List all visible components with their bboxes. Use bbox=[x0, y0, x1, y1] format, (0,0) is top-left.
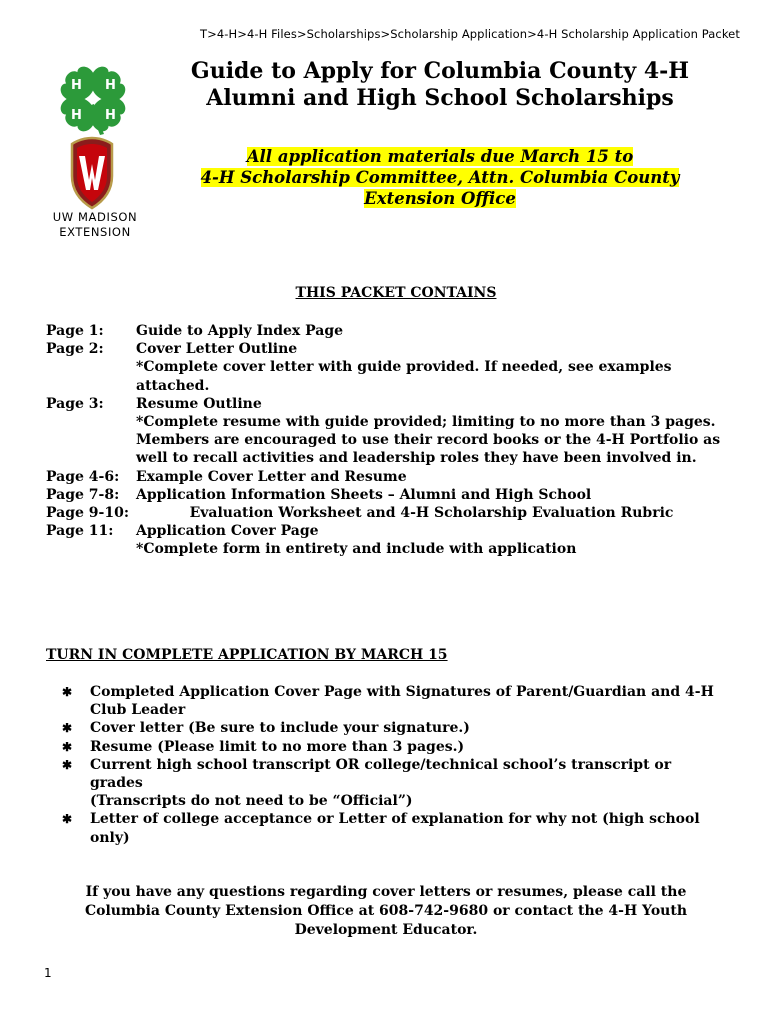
packet-contains-heading: THIS PACKET CONTAINS bbox=[295, 285, 497, 301]
svg-text:H: H bbox=[71, 78, 82, 93]
title-line-2: Alumni and High School Scholarships bbox=[206, 85, 674, 111]
due-notice bbox=[150, 146, 730, 209]
due-line-1: All application materials due March 15 to bbox=[246, 147, 634, 166]
packet-item-text: *Complete cover letter with guide provided. If needed, see examples attached. bbox=[136, 359, 672, 394]
packet-item-text: Guide to Apply Index Page bbox=[136, 323, 344, 339]
requirement-item bbox=[62, 719, 727, 737]
requirement-item bbox=[62, 756, 727, 811]
packet-item-text: Cover Letter Outline bbox=[136, 341, 298, 358]
packet-item-label: Page 7-8: bbox=[46, 486, 120, 503]
requirement-item bbox=[62, 683, 727, 719]
packet-item-label bbox=[46, 413, 136, 468]
requirement-text: Letter of college acceptance or Letter of explanation for why not (high school only) bbox=[90, 811, 700, 846]
packet-item-text: Example Cover Letter and Resume bbox=[136, 468, 407, 485]
packet-item bbox=[46, 340, 726, 358]
requirement-text: Resume (Please limit to no more than 3 pages.) bbox=[90, 738, 465, 755]
due-line-2: 4-H Scholarship Committee, Attn. Columbia County bbox=[200, 168, 680, 187]
bullet-icon: ✱ bbox=[62, 757, 73, 772]
svg-text:H: H bbox=[105, 78, 116, 93]
4h-clover-logo bbox=[54, 60, 132, 138]
packet-item-text: Application Cover Page bbox=[136, 523, 319, 540]
turn-in-heading: TURN IN COMPLETE APPLICATION BY MARCH 15 bbox=[46, 647, 448, 663]
svg-text:H: H bbox=[71, 108, 82, 123]
title-line-1: Guide to Apply for Columbia County 4-H bbox=[190, 58, 690, 84]
requirement-text: Cover letter (Be sure to include your signature.) bbox=[90, 720, 470, 737]
packet-item-label: Page 3: bbox=[46, 395, 104, 412]
questions-note: If you have any questions regarding cover letters or resumes, please call the Columbia County Extension Office at 608-742-9680 or contact the 4-H Youth Development Educator. bbox=[85, 884, 687, 938]
packet-contents-list bbox=[46, 322, 726, 559]
due-line-3: Extension Office bbox=[364, 189, 516, 208]
bullet-icon: ✱ bbox=[62, 812, 73, 827]
uw-crest-logo bbox=[66, 136, 118, 210]
requirement-item bbox=[62, 810, 727, 846]
page-title bbox=[150, 58, 730, 112]
packet-item-text: Resume Outline bbox=[136, 395, 262, 412]
requirement-text: Current high school transcript OR college/technical school’s transcript or grades bbox=[90, 756, 672, 792]
svg-text:H: H bbox=[105, 108, 116, 123]
uw-line-1: UW MADISON bbox=[52, 210, 138, 224]
packet-item-label bbox=[46, 540, 136, 558]
packet-item bbox=[46, 413, 726, 468]
bullet-icon: ✱ bbox=[62, 721, 73, 736]
requirement-note: (Transcripts do not need to be “Official”) bbox=[90, 793, 413, 810]
breadcrumb: T>4-H>4-H Files>Scholarships>Scholarship Application>4-H Scholarship Application Packet bbox=[200, 27, 740, 41]
requirement-item bbox=[62, 738, 727, 756]
packet-item-text: *Complete form in entirety and include with application bbox=[136, 541, 577, 558]
packet-item bbox=[46, 395, 726, 413]
uw-line-2: EXTENSION bbox=[59, 225, 131, 239]
requirements-list bbox=[62, 683, 727, 847]
uw-extension-text bbox=[40, 210, 150, 240]
packet-item bbox=[46, 486, 726, 504]
bullet-icon: ✱ bbox=[62, 739, 73, 754]
bullet-icon: ✱ bbox=[62, 685, 73, 699]
packet-item-label: Page 1: bbox=[46, 323, 104, 339]
packet-item-label: Page 9-10: bbox=[46, 505, 129, 522]
packet-item bbox=[46, 358, 726, 394]
page-number: 1 bbox=[44, 966, 52, 980]
packet-item-text: *Complete resume with guide provided; limiting to no more than 3 pages. Members are encouraged to use their record books or the 4-H Portfolio as well to recall activities and leadership roles they have been involved in. bbox=[136, 414, 721, 467]
packet-item-label: Page 2: bbox=[46, 341, 104, 358]
packet-item-text: Application Information Sheets – Alumni and High School bbox=[136, 486, 592, 503]
packet-item bbox=[46, 522, 726, 540]
packet-item bbox=[46, 504, 726, 522]
packet-item-label: Page 4-6: bbox=[46, 468, 120, 485]
packet-item bbox=[46, 540, 726, 558]
packet-item-label bbox=[46, 358, 136, 394]
packet-item-text: Evaluation Worksheet and 4-H Scholarship Evaluation Rubric bbox=[136, 505, 674, 522]
packet-item-label: Page 11: bbox=[46, 523, 114, 540]
packet-item bbox=[46, 322, 726, 340]
requirement-text: Completed Application Cover Page with Signatures of Parent/Guardian and 4-H Club Leader bbox=[90, 684, 714, 719]
packet-item bbox=[46, 468, 726, 486]
